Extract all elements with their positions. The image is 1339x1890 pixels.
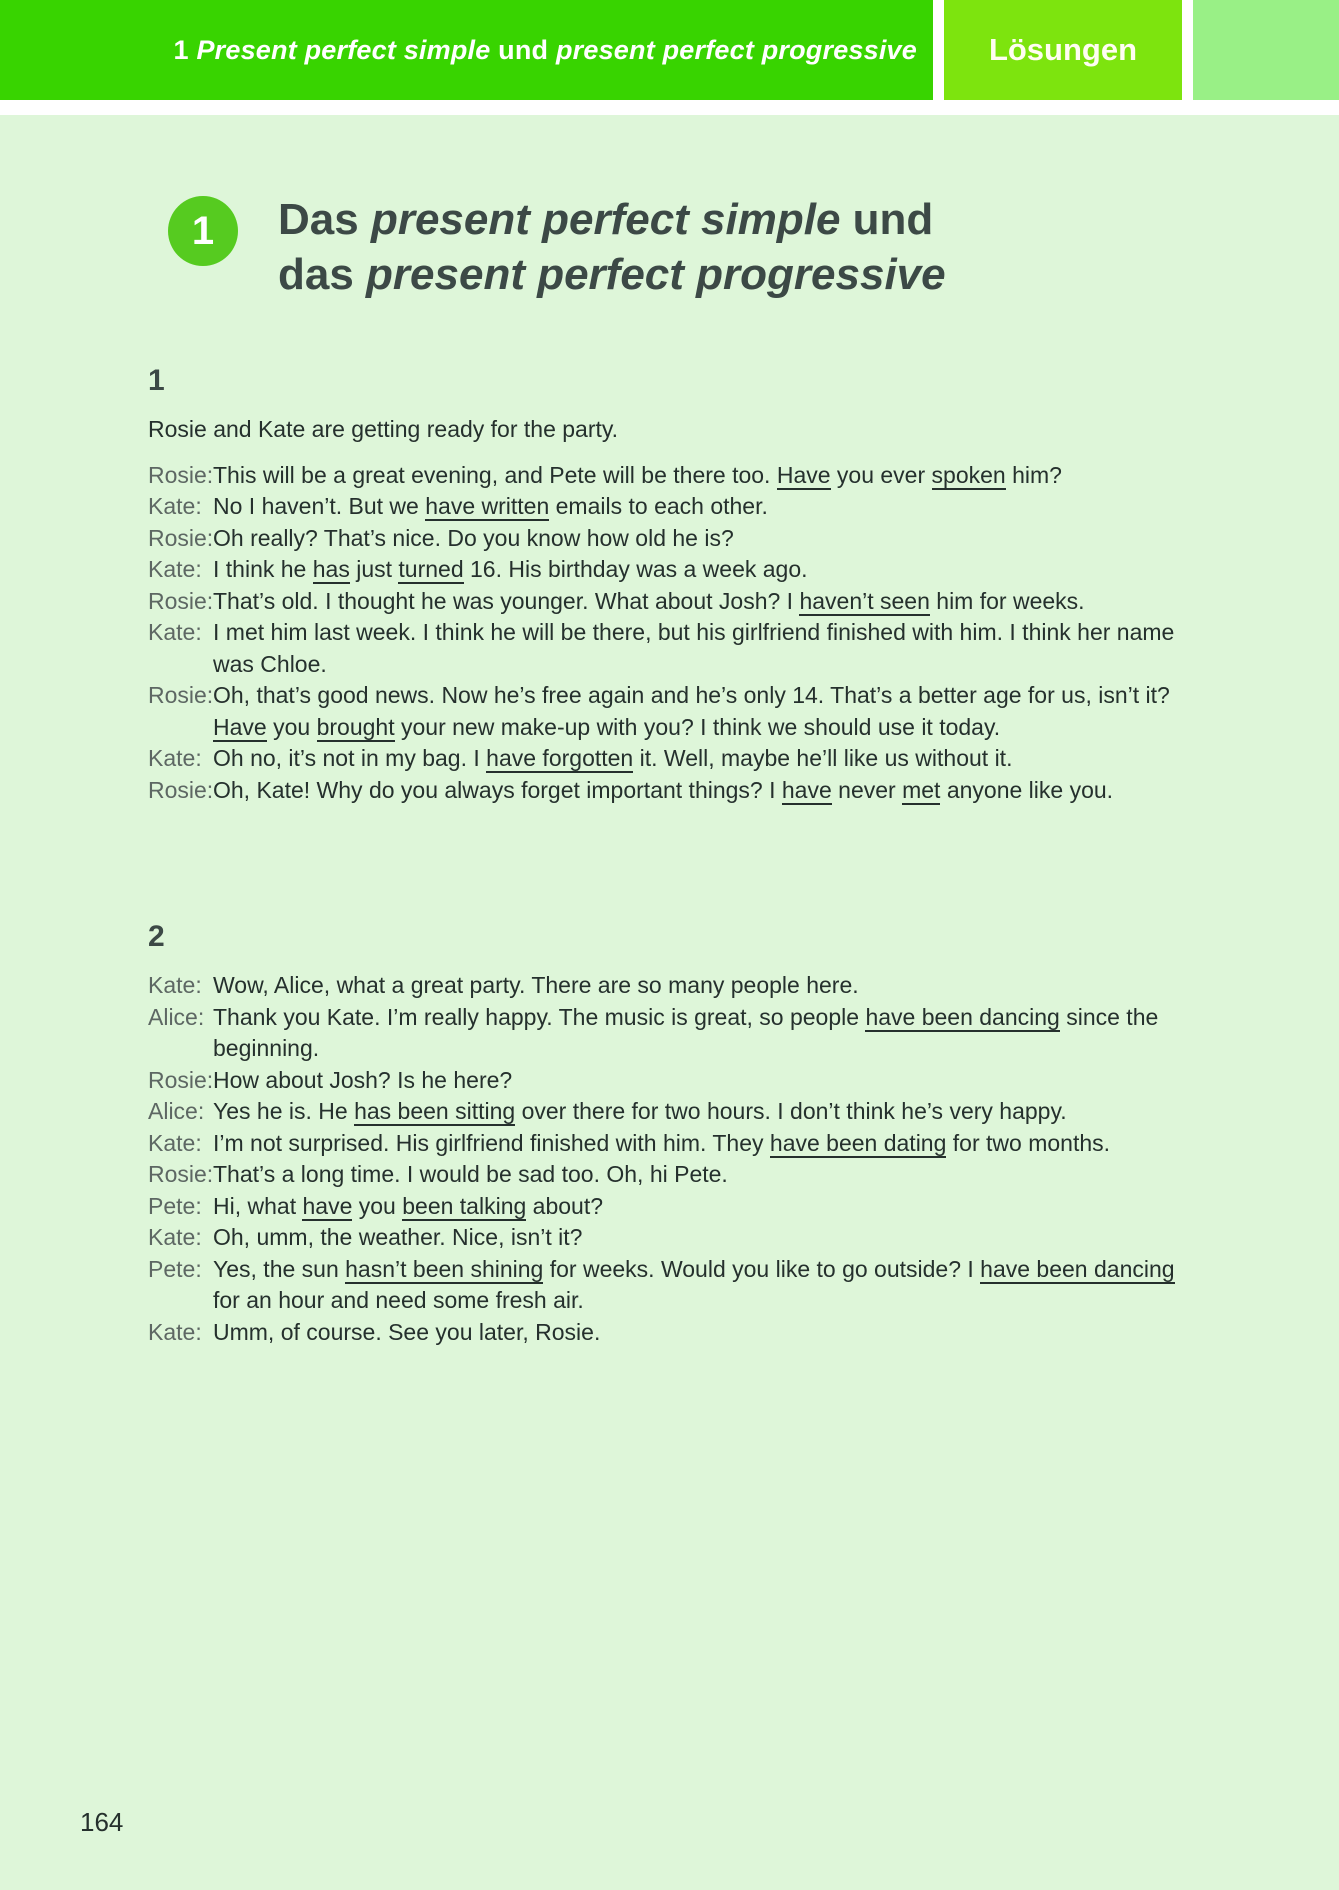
answer-underlined: have — [302, 1192, 353, 1219]
speaker-label: Kate: — [148, 619, 202, 645]
dialogue-line — [148, 460, 1201, 492]
page-number: 164 — [80, 1807, 124, 1837]
dialogue-text — [213, 1317, 1201, 1349]
answer-underlined: has — [312, 556, 350, 582]
text-run: How about Josh? Is he here? — [213, 1066, 513, 1093]
exercise-sections — [148, 364, 1201, 1348]
text-run: Yes, the sun — [213, 1255, 346, 1282]
dialogue-text — [213, 1222, 1201, 1254]
dialogue-text — [213, 491, 1201, 523]
answer-underlined: met — [902, 776, 941, 803]
text-run: Oh, that’s good news. Now he’s free again and he’s only 14. That’s a better age for us, isn’t it? — [213, 682, 1170, 708]
text-run: I’m not surprised. His girlfriend finished with him. They — [213, 1129, 770, 1156]
text-run: Hi, what — [213, 1192, 303, 1219]
speaker-label: Kate: — [148, 972, 202, 998]
speaker-label: Alice: — [148, 1098, 205, 1124]
answer-underlined: Have — [213, 713, 267, 740]
answer-underlined: Have — [776, 461, 831, 488]
answer-underlined: brought — [316, 713, 395, 740]
dialogue-text — [213, 1065, 1201, 1097]
dialogue-line — [148, 1159, 1201, 1191]
header-divider-gap — [933, 0, 944, 100]
text-run: I think he — [213, 556, 313, 582]
page-header — [0, 0, 1339, 100]
speaker-label: Kate: — [148, 1129, 202, 1156]
text-run: This will be a great evening, and Pete will be there too. — [213, 461, 777, 488]
text-run: for weeks. Would you like to go outside? I — [543, 1255, 981, 1282]
dialogue-text — [213, 1096, 1201, 1128]
italic-term: present perfect simple — [370, 195, 841, 244]
dialogue-text — [213, 743, 1201, 775]
speaker-label: Kate: — [148, 745, 202, 771]
dialogue-text — [213, 970, 1201, 1002]
speaker-label: Rosie: — [148, 524, 214, 551]
chapter-heading-line1 — [278, 195, 933, 244]
header-pale-block — [1193, 0, 1339, 100]
dialogue-line — [148, 743, 1201, 775]
text-run: Thank you Kate. I’m really happy. The music is great, so people — [213, 1003, 866, 1030]
italic-term: present perfect progressive — [555, 34, 917, 65]
answer-underlined: hasn’t been shining — [345, 1255, 544, 1282]
text-run: I met him last week. I think he will be there, but his girlfriend finished with him. I think her name was Chloe. — [213, 619, 1175, 677]
dialogue-line — [148, 1002, 1201, 1065]
text-run: das — [278, 250, 367, 299]
chapter-title-row — [168, 192, 1201, 302]
text-run: Umm, of course. See you later, Rosie. — [213, 1318, 601, 1345]
dialogue-text — [213, 586, 1201, 618]
chapter-number: 1 — [191, 208, 215, 253]
dialogue — [148, 460, 1201, 807]
text-run: 1 — [173, 34, 197, 65]
speaker-label: Rosie: — [148, 461, 214, 488]
dialogue-line — [148, 970, 1201, 1002]
dialogue-text — [213, 1159, 1201, 1191]
dialogue-line — [148, 1128, 1201, 1160]
text-run: it. Well, maybe he’ll like us without it. — [633, 745, 1013, 771]
dialogue-text — [213, 1128, 1201, 1160]
text-run: anyone like you. — [940, 776, 1114, 803]
answer-underlined: have been dating — [769, 1129, 947, 1156]
text-run: for two months. — [946, 1129, 1111, 1156]
dialogue-line — [148, 1317, 1201, 1349]
dialogue-text — [213, 1254, 1201, 1317]
dialogue-line — [148, 680, 1201, 743]
losungen-label: Lösungen — [988, 32, 1138, 67]
chapter-heading — [278, 192, 946, 302]
header-divider-gap — [1182, 0, 1193, 100]
text-run: your new make-up with you? I think we should use it today. — [394, 713, 1001, 740]
page-content — [0, 115, 1339, 1890]
text-run: und — [490, 34, 556, 65]
dialogue-text — [213, 460, 1201, 492]
dialogue-text — [213, 523, 1201, 555]
text-run: him for weeks. — [929, 587, 1085, 614]
speaker-label: Kate: — [148, 493, 202, 519]
dialogue-line — [148, 554, 1201, 586]
text-run: Oh, umm, the weather. Nice, isn’t it? — [213, 1224, 583, 1250]
dialogue-text — [213, 1191, 1201, 1223]
answer-underlined: has been sitting — [354, 1098, 516, 1124]
text-run: Yes he is. He — [213, 1098, 355, 1124]
speaker-label: Rosie: — [148, 1161, 214, 1187]
chapter-header-label — [174, 35, 917, 66]
speaker-label: Pete: — [148, 1192, 202, 1219]
italic-term: Present perfect simple — [196, 34, 491, 65]
speaker-label: Pete: — [148, 1255, 202, 1282]
text-run: about? — [526, 1192, 604, 1219]
speaker-label: Rosie: — [148, 682, 214, 708]
text-run: Oh no, it’s not in my bag. I — [213, 745, 487, 771]
dialogue-text — [213, 1002, 1201, 1065]
dialogue-text — [213, 554, 1201, 586]
text-run: That’s a long time. I would be sad too. Oh, hi Pete. — [213, 1161, 728, 1187]
text-run: No I haven’t. But we — [213, 493, 426, 519]
text-run: emails to each other. — [549, 493, 768, 519]
header-losungen-badge — [944, 0, 1182, 100]
text-run: never — [831, 776, 903, 803]
text-run: Das — [278, 195, 371, 244]
text-run: you ever — [830, 461, 932, 488]
dialogue — [148, 970, 1201, 1348]
italic-term: present perfect progressive — [366, 250, 946, 299]
answer-underlined: have been dancing — [865, 1003, 1060, 1030]
text-run: you — [266, 713, 317, 740]
answer-underlined: have forgotten — [486, 745, 634, 771]
dialogue-line — [148, 1191, 1201, 1223]
chapter-heading-line2 — [278, 250, 946, 299]
dialogue-line — [148, 1096, 1201, 1128]
section-intro: Rosie and Kate are getting ready for the party. — [148, 416, 619, 442]
dialogue-line — [148, 1222, 1201, 1254]
dialogue-line — [148, 617, 1201, 680]
answer-underlined: spoken — [931, 461, 1006, 488]
answer-underlined: haven’t seen — [799, 587, 930, 614]
answer-underlined: been talking — [402, 1192, 527, 1219]
text-run: That’s old. I thought he was younger. What about Josh? I — [213, 587, 800, 614]
text-run: over there for two hours. I don’t think he’s very happy. — [515, 1098, 1067, 1124]
text-run: Wow, Alice, what a great party. There are so many people here. — [213, 972, 859, 998]
dialogue-line — [148, 523, 1201, 555]
section-number: 2 — [148, 920, 165, 953]
dialogue-line — [148, 491, 1201, 523]
text-run: Oh, Kate! Why do you always forget important things? I — [213, 776, 782, 803]
dialogue-text — [213, 680, 1201, 743]
header-separator-strip — [0, 100, 1339, 115]
dialogue-text — [213, 775, 1201, 807]
answer-underlined: have — [781, 776, 832, 803]
speaker-label: Rosie: — [148, 776, 214, 803]
speaker-label: Kate: — [148, 1224, 202, 1250]
speaker-label: Kate: — [148, 556, 202, 582]
answer-underlined: turned — [398, 556, 464, 582]
text-run: 16. His birthday was a week ago. — [463, 556, 808, 582]
text-run: Oh really? That’s nice. Do you know how old he is? — [213, 524, 734, 551]
dialogue-line — [148, 586, 1201, 618]
text-run: und — [840, 195, 934, 244]
text-run: you — [352, 1192, 403, 1219]
text-run: since the beginning. — [213, 1003, 1159, 1061]
dialogue-text — [213, 617, 1201, 680]
text-run: for an hour and need some fresh air. — [213, 1287, 584, 1313]
text-run: him? — [1005, 461, 1062, 488]
header-chapter-bar — [0, 0, 933, 100]
answer-underlined: have written — [425, 493, 550, 519]
speaker-label: Alice: — [148, 1003, 205, 1030]
section-number: 1 — [148, 364, 165, 397]
text-run: just — [349, 556, 399, 582]
dialogue-line — [148, 1254, 1201, 1317]
dialogue-line — [148, 1065, 1201, 1097]
speaker-label: Kate: — [148, 1318, 202, 1345]
dialogue-line — [148, 775, 1201, 807]
speaker-label: Rosie: — [148, 1066, 214, 1093]
answer-underlined: have been dancing — [980, 1255, 1175, 1282]
speaker-label: Rosie: — [148, 587, 214, 614]
chapter-number-badge — [168, 196, 238, 266]
